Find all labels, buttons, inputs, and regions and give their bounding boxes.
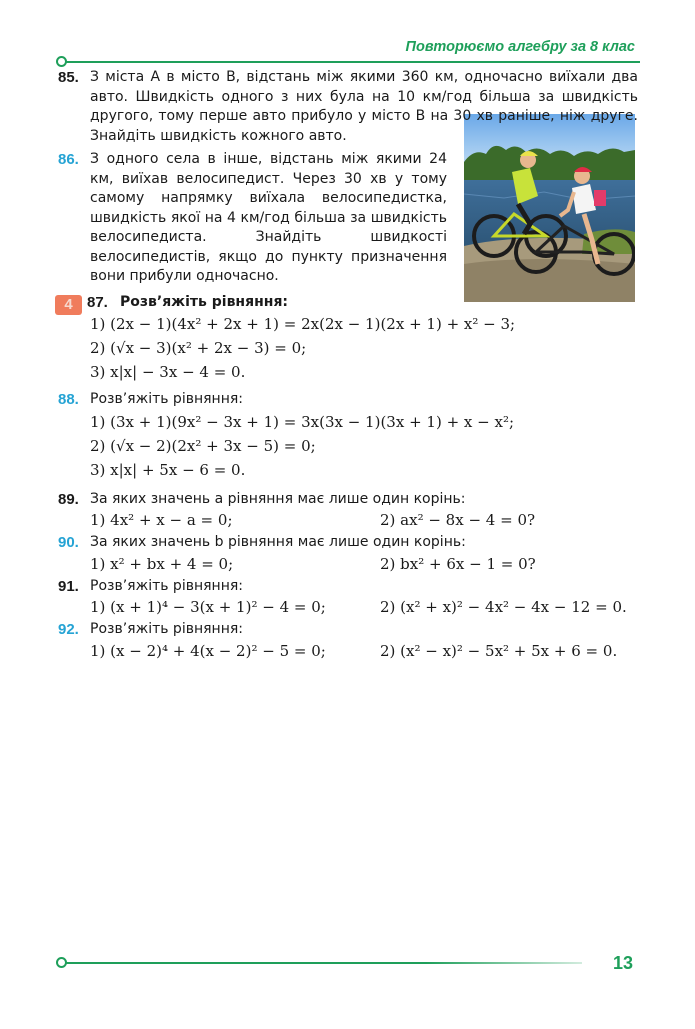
- equation-1: 1) x² + bx + 4 = 0;: [90, 554, 234, 573]
- footer-rule: [62, 962, 582, 964]
- equation-1: 1) (2x − 1)(4x² + 2x + 1) = 2x(2x − 1)(2x + 1) + x² − 3;: [90, 315, 516, 333]
- problem-number: 91.: [58, 577, 79, 595]
- problem-89: [58, 490, 638, 532]
- problem-intro: Розв’яжіть рівняння:: [120, 293, 289, 310]
- equation-1: 1) (x − 2)⁴ + 4(x − 2)² − 5 = 0;: [90, 641, 326, 660]
- equation-3: 3) x|x| + 5x − 6 = 0.: [90, 460, 246, 479]
- problem-intro: Розв’яжіть рівняння:: [90, 621, 243, 637]
- problem-92: [58, 620, 638, 662]
- problem-90: [58, 533, 638, 575]
- equation-row: [90, 640, 638, 662]
- equation-2: 2) (x² + x)² − 4x² − 4x − 12 = 0.: [380, 598, 627, 616]
- equation-1: 1) (3x + 1)(9x² − 3x + 1) = 3x(3x − 1)(3x + 1) + x − x²;: [90, 412, 515, 431]
- problem-number: 85.: [58, 69, 79, 86]
- exercise-list: [58, 66, 638, 662]
- problem-number: 88.: [58, 391, 79, 408]
- problem-number: 90.: [58, 534, 79, 551]
- problem-number: 92.: [58, 621, 79, 638]
- equation-row: [90, 553, 638, 575]
- problem-number: 86.: [58, 151, 79, 168]
- equation-2: 2) (√x − 3)(x² + 2x − 3) = 0;: [90, 339, 307, 357]
- equation-2: 2) (√x − 2)(2x² + 3x − 5) = 0;: [90, 436, 316, 455]
- equation-2: 2) bx² + 6x − 1 = 0?: [380, 554, 536, 573]
- equation-row: [90, 509, 638, 531]
- equation-1: 1) 4x² + x − a = 0;: [90, 511, 233, 529]
- problem-85: [58, 68, 638, 146]
- header-title: Повторюємо алгебру за 8 клас: [405, 39, 635, 55]
- problem-87: [58, 293, 638, 385]
- problem-intro: За яких значень a рівняння має лише один корінь:: [90, 490, 466, 507]
- header-rule: [62, 61, 640, 63]
- problem-number: 87.: [87, 293, 108, 311]
- page-number: 13: [612, 953, 633, 973]
- problem-text: [90, 68, 638, 146]
- problem-91: [58, 577, 638, 619]
- problem-86: [58, 150, 447, 287]
- equation-row: [90, 596, 638, 618]
- problem-number: 89.: [58, 490, 79, 508]
- equation-1: 1) (x + 1)⁴ − 3(x + 1)² − 4 = 0;: [90, 598, 326, 616]
- equation-3: 3) x|x| − 3x − 4 = 0.: [90, 363, 246, 381]
- problem-intro: За яких значень b рівняння має лише один корінь:: [90, 534, 466, 550]
- equation-2: 2) (x² − x)² − 5x² + 5x + 6 = 0.: [380, 641, 618, 660]
- problem-intro: Розв’яжіть рівняння:: [90, 577, 243, 594]
- problem-intro: Розв’яжіть рівняння:: [90, 391, 243, 407]
- problem-88: [58, 390, 638, 482]
- problem-85-text: З міста A в місто B, відстань між якими 360 км, одночасно виїхали два авто. Швидкість одного з них була на 10 км/год більша за швидкість другого, тому перше авто прибуло у місто B на 30 хв раніше, ніж друге. Знайдіть швидкість кожного авто.: [90, 69, 638, 144]
- equation-2: 2) ax² − 8x − 4 = 0?: [380, 511, 536, 529]
- level-badge: 4: [55, 295, 82, 315]
- problem-86-text: З одного села в інше, відстань між якими 24 км, виїхав велосипедист. Через 30 хв у тому самому напрямку виїхала велосипедистка, швидкість якої на 4 км/год більша за швидкість велосипедиста. Знайдіть швидкості велосипедистів, якщо до пункту призначення вони прибули одночасно.: [90, 151, 447, 284]
- footer-rule-dot: [56, 957, 67, 968]
